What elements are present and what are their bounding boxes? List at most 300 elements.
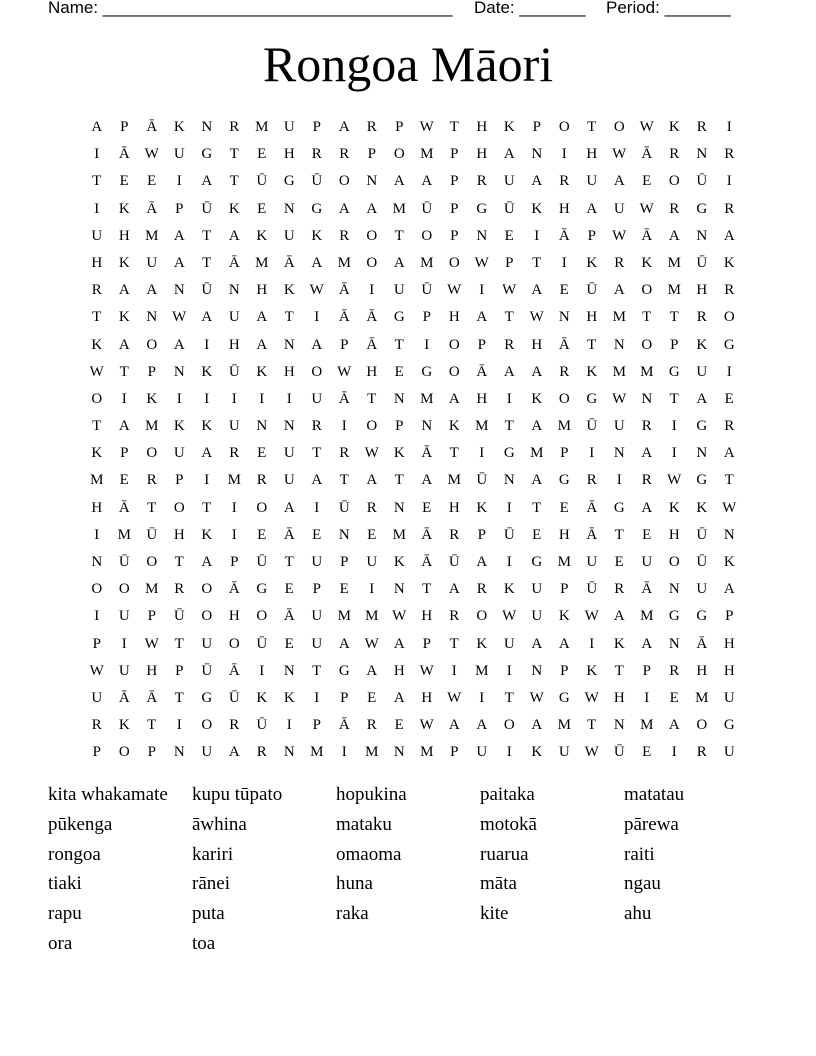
grid-letter: K — [723, 554, 735, 570]
grid-letter: U — [311, 554, 323, 570]
grid-letter: Ū — [201, 662, 213, 679]
grid-letter: N — [393, 499, 405, 516]
grid-letter: I — [204, 390, 210, 407]
grid-letter: N — [228, 282, 240, 299]
grid-letter: R — [476, 173, 487, 190]
grid-letter: I — [506, 554, 512, 570]
grid-letter: N — [173, 282, 185, 299]
grid-letter: M — [145, 418, 159, 435]
grid-letter: E — [614, 554, 624, 570]
grid-letter: K — [723, 254, 735, 271]
grid-letter: M — [420, 390, 434, 407]
grid-letter: K — [256, 689, 268, 706]
grid-letter: T — [532, 254, 542, 271]
grid-letter: N — [173, 363, 185, 380]
grid-letter: P — [92, 635, 101, 652]
grid-letter: M — [475, 418, 489, 435]
grid-letter: I — [644, 689, 650, 706]
grid-letter: P — [450, 173, 459, 190]
grid-letter: H — [448, 309, 460, 326]
grid-letter: O — [146, 554, 158, 570]
grid-letter: E — [257, 526, 267, 543]
grid-letter: U — [586, 173, 598, 190]
grid-letter: H — [256, 282, 268, 299]
grid-letter: Ū — [311, 173, 323, 190]
grid-letter: A — [613, 282, 625, 299]
grid-letter: R — [614, 581, 625, 598]
grid-letter: R — [586, 472, 597, 489]
grid-letter: M — [530, 445, 544, 462]
grid-letter: W — [612, 390, 627, 407]
grid-letter: T — [449, 119, 459, 135]
word-bank-item: ruarua — [480, 843, 529, 865]
word-bank-item: puta — [192, 903, 225, 925]
grid-letter: O — [256, 608, 268, 625]
grid-letter: A — [393, 254, 405, 271]
grid-letter: I — [121, 390, 127, 407]
grid-row — [83, 631, 743, 658]
grid-letter: A — [366, 662, 378, 679]
grid-letter: A — [201, 445, 213, 462]
grid-letter: Ā — [118, 146, 130, 163]
grid-letter: A — [723, 445, 735, 462]
grid-letter: T — [92, 173, 102, 190]
grid-letter: R — [146, 472, 157, 489]
grid-letter: O — [366, 227, 378, 244]
grid-letter: G — [696, 418, 708, 435]
grid-letter: U — [311, 608, 323, 625]
grid-letter: R — [696, 119, 707, 135]
grid-letter: H — [668, 526, 680, 543]
grid-letter: A — [613, 173, 625, 190]
grid-letter: I — [671, 744, 677, 761]
grid-letter: O — [118, 744, 130, 761]
grid-letter: U — [696, 363, 708, 380]
grid-letter: P — [395, 119, 404, 135]
grid-letter: M — [640, 363, 654, 380]
grid-letter: Ā — [338, 309, 350, 326]
grid-row — [83, 141, 743, 168]
grid-letter: I — [424, 336, 430, 353]
grid-letter: N — [503, 472, 515, 489]
grid-letter: N — [476, 227, 488, 244]
grid-letter: O — [91, 390, 103, 407]
grid-letter: I — [369, 581, 375, 598]
grid-letter: Ū — [256, 173, 268, 190]
grid-letter: U — [531, 581, 543, 598]
grid-letter: O — [421, 227, 433, 244]
grid-letter: M — [255, 119, 269, 135]
grid-letter: W — [639, 119, 654, 135]
grid-letter: Ā — [421, 445, 433, 462]
grid-letter: P — [340, 554, 349, 570]
grid-letter: G — [696, 608, 708, 625]
grid-letter: A — [283, 499, 295, 516]
grid-letter: N — [613, 336, 625, 353]
grid-letter: W — [364, 445, 379, 462]
grid-letter: A — [201, 173, 213, 190]
grid-letter: I — [479, 689, 485, 706]
grid-letter: N — [558, 309, 570, 326]
grid-letter: G — [393, 309, 405, 326]
grid-letter: I — [314, 309, 320, 326]
grid-letter: I — [479, 282, 485, 299]
grid-letter: U — [91, 227, 103, 244]
word-bank-item: mataku — [336, 813, 392, 835]
grid-letter: O — [201, 608, 213, 625]
grid-letter: N — [696, 227, 708, 244]
grid-letter: I — [341, 744, 347, 761]
grid-letter: I — [506, 744, 512, 761]
grid-row — [83, 196, 743, 223]
grid-letter: H — [696, 282, 708, 299]
grid-letter: E — [312, 526, 322, 543]
grid-letter: U — [118, 662, 130, 679]
grid-letter: E — [119, 173, 129, 190]
grid-letter: I — [231, 499, 237, 516]
grid-letter: K — [476, 499, 488, 516]
word-bank-item: pūkenga — [48, 813, 113, 835]
grid-letter: T — [174, 554, 184, 570]
grid-letter: U — [531, 608, 543, 625]
grid-letter: H — [476, 390, 488, 407]
grid-letter: P — [642, 662, 651, 679]
grid-letter: E — [367, 526, 377, 543]
grid-letter: O — [173, 499, 185, 516]
grid-letter: N — [613, 717, 625, 734]
page-title: Rongoa Māori — [262, 36, 554, 92]
grid-letter: U — [173, 146, 185, 163]
grid-letter: G — [256, 581, 268, 598]
grid-letter: I — [616, 472, 622, 489]
grid-letter: I — [589, 635, 595, 652]
grid-letter: R — [339, 227, 350, 244]
grid-letter: M — [337, 254, 351, 271]
grid-letter: A — [366, 472, 378, 489]
grid-letter: Ū — [228, 689, 240, 706]
grid-letter: R — [696, 744, 707, 761]
grid-letter: H — [586, 309, 598, 326]
grid-row — [83, 332, 743, 359]
grid-row — [83, 576, 743, 603]
grid-letter: T — [724, 472, 734, 489]
grid-letter: A — [476, 309, 488, 326]
grid-letter: A — [531, 472, 543, 489]
grid-letter: N — [393, 581, 405, 598]
grid-letter: K — [91, 336, 103, 353]
grid-letter: N — [668, 635, 680, 652]
word-bank-item: ahu — [624, 903, 652, 925]
grid-letter: O — [146, 445, 158, 462]
grid-letter: G — [201, 689, 213, 706]
grid-letter: N — [696, 445, 708, 462]
grid-letter: W — [337, 363, 352, 380]
grid-letter: T — [174, 689, 184, 706]
grid-letter: P — [175, 662, 184, 679]
grid-letter: Ū — [256, 554, 268, 570]
grid-letter: T — [92, 418, 102, 435]
grid-letter: A — [201, 309, 213, 326]
grid-letter: W — [584, 689, 599, 706]
grid-letter: G — [723, 717, 735, 734]
word-bank-item: ngau — [624, 873, 661, 895]
grid-letter: A — [311, 254, 323, 271]
grid-letter: G — [668, 363, 680, 380]
grid-letter: O — [448, 336, 460, 353]
grid-letter: O — [558, 119, 570, 135]
grid-letter: O — [641, 282, 653, 299]
grid-letter: T — [422, 581, 432, 598]
grid-letter: P — [147, 363, 156, 380]
grid-letter: T — [147, 499, 157, 516]
grid-letter: O — [668, 554, 680, 570]
grid-letter: A — [173, 254, 185, 271]
grid-letter: A — [118, 418, 130, 435]
grid-letter: O — [448, 254, 460, 271]
grid-letter: P — [450, 146, 459, 163]
grid-letter: A — [503, 363, 515, 380]
grid-letter: H — [283, 146, 295, 163]
grid-letter: E — [642, 744, 652, 761]
grid-letter: P — [312, 119, 321, 135]
grid-letter: U — [696, 581, 708, 598]
grid-row — [83, 359, 743, 386]
grid-row — [83, 386, 743, 413]
grid-letter: W — [529, 689, 544, 706]
grid-letter: W — [474, 254, 489, 271]
grid-letter: K — [696, 499, 708, 516]
grid-letter: Ū — [256, 717, 268, 734]
grid-letter: H — [476, 119, 488, 135]
word-bank-item: kita whakamate — [48, 784, 168, 805]
grid-letter: M — [420, 744, 434, 761]
date-field: Date: _______ — [474, 0, 586, 17]
grid-letter: A — [228, 744, 240, 761]
grid-letter: H — [558, 526, 570, 543]
grid-letter: N — [393, 744, 405, 761]
grid-letter: A — [366, 200, 378, 217]
grid-letter: A — [613, 608, 625, 625]
grid-letter: H — [421, 608, 433, 625]
grid-letter: I — [231, 390, 237, 407]
grid-letter: O — [558, 390, 570, 407]
grid-letter: H — [91, 254, 103, 271]
grid-letter: R — [311, 146, 322, 163]
grid-letter: T — [284, 309, 294, 326]
word-bank-item: raiti — [624, 843, 655, 865]
grid-letter: Ū — [503, 526, 515, 543]
grid-letter: Ā — [558, 227, 570, 244]
grid-letter: U — [283, 227, 295, 244]
grid-letter: Ū — [421, 282, 433, 299]
grid-letter: Ū — [586, 282, 598, 299]
grid-letter: G — [531, 554, 543, 570]
grid-letter: K — [146, 390, 158, 407]
grid-row — [83, 250, 743, 277]
grid-letter: K — [641, 254, 653, 271]
grid-letter: A — [531, 418, 543, 435]
grid-letter: T — [449, 635, 459, 652]
grid-letter: H — [476, 146, 488, 163]
grid-letter: H — [366, 363, 378, 380]
grid-letter: H — [448, 499, 460, 516]
grid-letter: M — [337, 608, 351, 625]
grid-letter: O — [366, 254, 378, 271]
word-bank-item: ora — [48, 932, 73, 954]
grid-letter: U — [613, 418, 625, 435]
grid-letter: Ā — [118, 689, 130, 706]
grid-letter: I — [176, 173, 182, 190]
grid-letter: O — [201, 717, 213, 734]
grid-letter: Ā — [283, 254, 295, 271]
grid-letter: H — [393, 662, 405, 679]
grid-letter: P — [450, 200, 459, 217]
word-bank-item: kariri — [192, 843, 234, 865]
grid-letter: H — [173, 526, 185, 543]
grid-letter: R — [256, 744, 267, 761]
grid-letter: O — [503, 717, 515, 734]
grid-letter: U — [283, 472, 295, 489]
grid-letter: U — [723, 744, 735, 761]
grid-letter: P — [532, 119, 541, 135]
grid-letter: M — [612, 363, 626, 380]
grid-letter: H — [228, 336, 240, 353]
grid-letter: M — [145, 227, 159, 244]
grid-letter: K — [503, 581, 515, 598]
grid-letter: G — [668, 608, 680, 625]
grid-letter: T — [394, 472, 404, 489]
grid-letter: N — [283, 662, 295, 679]
grid-letter: T — [174, 635, 184, 652]
grid-letter: O — [201, 581, 213, 598]
grid-letter: T — [92, 309, 102, 326]
grid-letter: Ā — [366, 309, 378, 326]
grid-letter: Ā — [421, 526, 433, 543]
grid-letter: E — [257, 146, 267, 163]
grid-letter: R — [449, 608, 460, 625]
grid-letter: R — [366, 499, 377, 516]
grid-letter: N — [531, 662, 543, 679]
word-bank-item: āwhina — [192, 813, 247, 835]
grid-letter: E — [257, 200, 267, 217]
grid-letter: U — [641, 554, 653, 570]
grid-letter: K — [118, 200, 130, 217]
grid-letter: M — [640, 608, 654, 625]
grid-letter: P — [450, 744, 459, 761]
name-field: Name: _____________________________________ — [48, 0, 453, 17]
grid-letter: T — [202, 499, 212, 516]
grid-letter: A — [531, 173, 543, 190]
grid-letter: H — [613, 689, 625, 706]
grid-letter: A — [338, 200, 350, 217]
grid-letter: N — [338, 526, 350, 543]
grid-letter: T — [119, 363, 129, 380]
grid-letter: P — [560, 445, 569, 462]
grid-letter: A — [448, 581, 460, 598]
grid-letter: A — [531, 635, 543, 652]
grid-letter: I — [204, 336, 210, 353]
grid-letter: W — [447, 282, 462, 299]
grid-row — [83, 440, 743, 467]
grid-letter: R — [724, 146, 735, 163]
grid-letter: A — [173, 336, 185, 353]
grid-letter: G — [613, 499, 625, 516]
grid-letter: H — [723, 662, 735, 679]
grid-letter: R — [724, 282, 735, 299]
grid-letter: I — [534, 227, 540, 244]
grid-letter: A — [586, 200, 598, 217]
grid-letter: Ā — [146, 200, 158, 217]
grid-letter: I — [286, 390, 292, 407]
grid-letter: I — [369, 282, 375, 299]
grid-letter: A — [448, 717, 460, 734]
grid-letter: W — [502, 608, 517, 625]
grid-letter: M — [667, 254, 681, 271]
grid-letter: H — [558, 200, 570, 217]
grid-letter: P — [175, 472, 184, 489]
grid-letter: N — [668, 581, 680, 598]
grid-letter: M — [557, 554, 571, 570]
grid-letter: E — [422, 499, 432, 516]
grid-letter: A — [91, 119, 103, 135]
grid-letter: Ā — [476, 363, 488, 380]
grid-letter: N — [256, 418, 268, 435]
grid-letter: P — [477, 336, 486, 353]
grid-letter: I — [561, 254, 567, 271]
grid-letter: K — [393, 445, 405, 462]
grid-letter: I — [94, 608, 100, 625]
grid-letter: W — [419, 717, 434, 734]
word-bank-item: kupu tūpato — [192, 784, 283, 805]
grid-letter: O — [696, 717, 708, 734]
grid-letter: K — [91, 445, 103, 462]
grid-letter: A — [531, 282, 543, 299]
grid-letter: P — [422, 309, 431, 326]
grid-letter: R — [614, 254, 625, 271]
grid-letter: T — [504, 309, 514, 326]
grid-letter: P — [175, 200, 184, 217]
grid-letter: P — [147, 744, 156, 761]
grid-letter: A — [118, 282, 130, 299]
grid-letter: W — [667, 472, 682, 489]
grid-letter: R — [339, 445, 350, 462]
word-bank-item: toa — [192, 932, 216, 954]
word-bank-item: rānei — [192, 873, 230, 895]
grid-letter: P — [477, 526, 486, 543]
grid-letter: R — [366, 717, 377, 734]
grid-row — [83, 114, 743, 141]
grid-letter: Ū — [201, 282, 213, 299]
grid-letter: W — [529, 309, 544, 326]
grid-letter: Ā — [338, 390, 350, 407]
grid-row — [83, 223, 743, 250]
grid-letter: W — [144, 146, 159, 163]
grid-letter: A — [531, 363, 543, 380]
grid-letter: M — [640, 717, 654, 734]
grid-letter: G — [558, 689, 570, 706]
grid-letter: A — [696, 390, 708, 407]
grid-letter: E — [642, 173, 652, 190]
grid-letter: H — [531, 336, 543, 353]
grid-letter: I — [671, 418, 677, 435]
grid-letter: A — [338, 635, 350, 652]
grid-letter: M — [475, 662, 489, 679]
word-bank-item: rapu — [48, 903, 82, 925]
grid-letter: G — [723, 336, 735, 353]
grid-letter: K — [173, 418, 185, 435]
grid-letter: M — [145, 581, 159, 598]
word-bank-item: motokā — [480, 813, 537, 835]
